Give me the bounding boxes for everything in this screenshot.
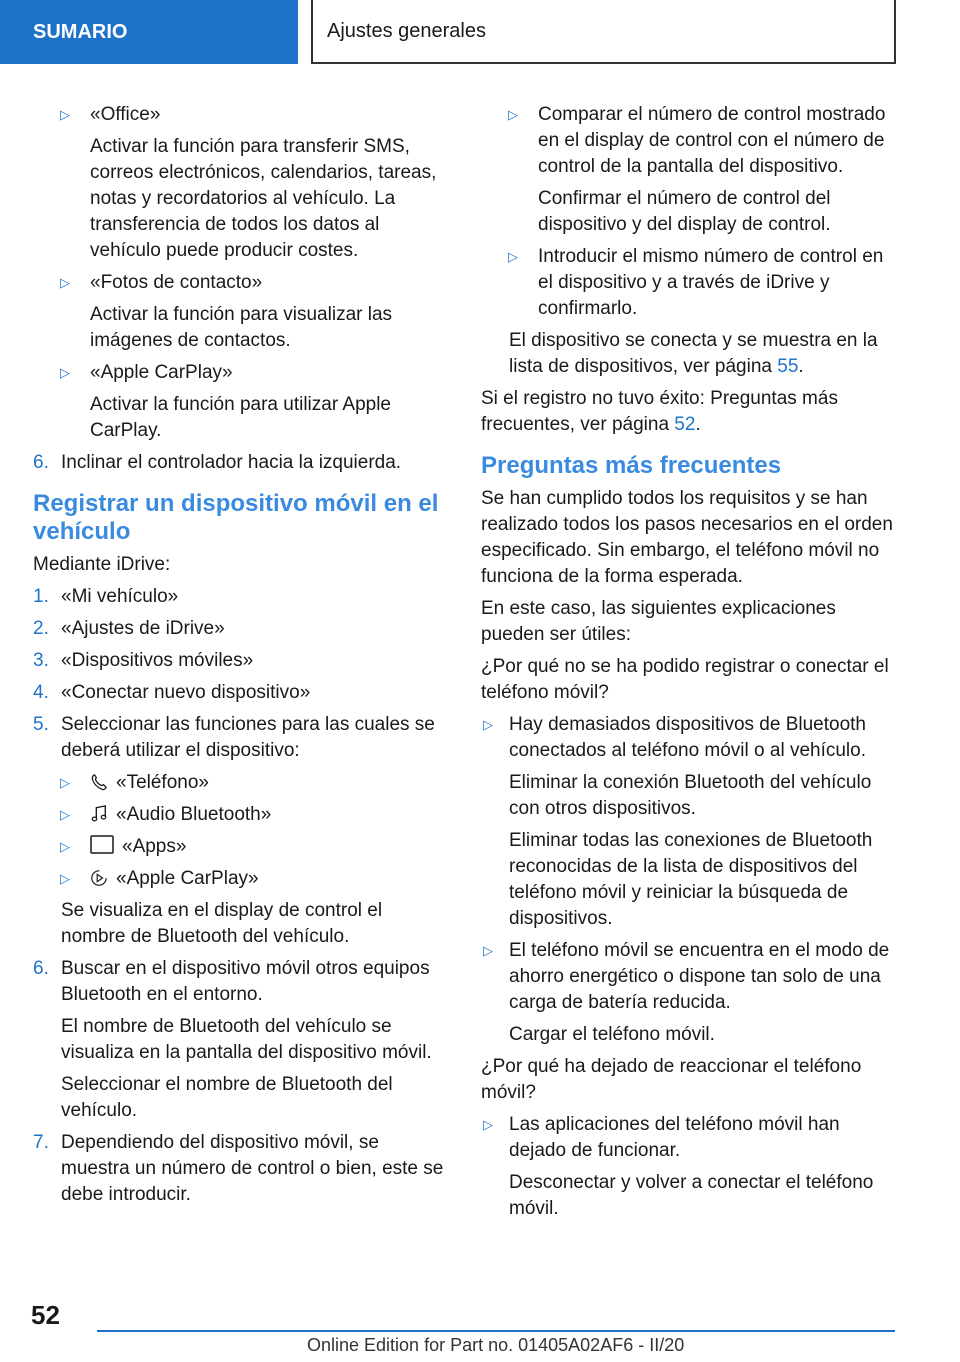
section-title: Ajustes generales <box>311 0 896 64</box>
question-reaccionar: ¿Por qué ha dejado de reaccionar el teléfono móvil? <box>481 1056 862 1103</box>
triangle-bullet-icon: ▷ <box>60 807 70 822</box>
heading-registrar: Registrar un dispositivo móvil en el vehículo <box>33 490 439 545</box>
answer-ahorro: ▷ El teléfono móvil se encuentra en el modo de ahorro energético o dispone tan solo de una carga de batería reducida. Cargar el teléfono móvil. <box>483 940 890 1045</box>
step-6-incline: 6. Inclinar el controlador hacia la izquierda. <box>33 452 402 473</box>
list-item-carplay: ▷ «Apple CarPlay» Activar la función para utilizar Apple CarPlay. <box>60 362 391 441</box>
intro-text: Mediante iDrive: <box>33 554 171 575</box>
step-3: 3. «Dispositivos móviles» <box>33 650 254 671</box>
triangle-bullet-icon: ▷ <box>60 275 70 290</box>
function-audio-bluetooth: ▷ «Audio Bluetooth» <box>33 802 451 828</box>
function-apple-carplay: ▷ «Apple CarPlay» <box>33 866 451 892</box>
list-item-comparar: ▷ Comparar el número de control mostrado en el display de control con el número de control de la pantalla del dispositivo. Confirmar el número de control del dispositivo y del display de control. <box>508 104 886 235</box>
answer-demasiados: ▷ Hay demasiados dispositivos de Bluetooth conectados al teléfono móvil o al vehículo. Eliminar la conexión Bluetooth del vehículo con otros dispositivos. Eliminar todas las conexiones de Bluetooth reconocidas de la lista de dispositivos del teléfono móvil y reiniciar la búsqueda de dispositivos. <box>483 714 873 929</box>
triangle-bullet-icon: ▷ <box>60 775 70 790</box>
step-7: 7. Dependiendo del dispositivo móvil, se muestra un número de control o bien, este se debe introducir. <box>33 1132 444 1205</box>
list-item-office: ▷ «Office» Activar la función para transferir SMS, correos electrónicos, calendarios, tareas, notas y recordatorios al vehículo. La transferencia de todos los datos al vehículo puede producir costes. <box>60 104 437 261</box>
answer-aplicaciones: ▷ Las aplicaciones del teléfono móvil han dejado de funcionar. Desconectar y volver a conectar el teléfono móvil. <box>483 1114 874 1219</box>
triangle-bullet-icon: ▷ <box>60 839 70 854</box>
carplay-play-icon <box>90 869 108 887</box>
connected-text: El dispositivo se conecta y se muestra en la lista de dispositivos, ver página 55. <box>509 330 878 377</box>
footer-divider <box>97 1330 895 1332</box>
page-link-52[interactable]: 52 <box>674 414 696 435</box>
apps-square-icon <box>90 835 114 855</box>
page-link-55[interactable]: 55 <box>777 356 799 377</box>
page-number: 52 <box>31 1300 60 1330</box>
step-1: 1. «Mi vehículo» <box>33 586 179 607</box>
right-column <box>481 102 899 1228</box>
left-column <box>33 102 451 1214</box>
list-item-fotos: ▷ «Fotos de contacto» Activar la función para visualizar las imágenes de contactos. <box>60 272 393 351</box>
question-registrar: ¿Por qué no se ha podido registrar o conectar el teléfono móvil? <box>481 656 889 703</box>
phone-icon <box>90 773 108 791</box>
list-item-introducir: ▷ Introducir el mismo número de control en el dispositivo y a través de iDrive y confirmarlo. <box>508 246 884 319</box>
step-4: 4. «Conectar nuevo dispositivo» <box>33 682 311 703</box>
heading-preguntas: Preguntas más frecuentes <box>481 452 782 479</box>
triangle-bullet-icon: ▷ <box>508 249 518 264</box>
paragraph-explicaciones: En este caso, las siguientes explicaciones pueden ser útiles: <box>481 598 836 645</box>
step-5-result: Se visualiza en el display de control el nombre de Bluetooth del vehículo. <box>61 900 383 947</box>
triangle-bullet-icon: ▷ <box>60 365 70 380</box>
step-5: 5. Seleccionar las funciones para las cuales se deberá utilizar el dispositivo: <box>33 714 435 761</box>
triangle-bullet-icon: ▷ <box>508 107 518 122</box>
sumario-tab[interactable]: SUMARIO <box>0 0 298 64</box>
triangle-bullet-icon: ▷ <box>60 107 70 122</box>
function-telefono: ▷ «Teléfono» <box>33 770 451 796</box>
step-6-search: 6. Buscar en el dispositivo móvil otros equipos Bluetooth en el entorno. El nombre de Bluetooth del vehículo se visualiza en la pantalla del dispositivo móvil. Seleccionar el nombre de Bluetooth del vehículo. <box>33 958 432 1121</box>
music-note-icon <box>90 805 108 823</box>
paragraph-requisitos: Se han cumplido todos los requisitos y se han realizado todos los pasos necesarios en el orden especificado. Sin embargo, el teléfono móvil no funciona de la forma esperada. <box>481 488 893 587</box>
triangle-bullet-icon: ▷ <box>483 1117 493 1132</box>
triangle-bullet-icon: ▷ <box>483 943 493 958</box>
triangle-bullet-icon: ▷ <box>60 871 70 886</box>
footer-edition: Online Edition for Part no. 01405A02AF6 - II/20 <box>307 1335 685 1355</box>
step-2: 2. «Ajustes de iDrive» <box>33 618 225 639</box>
triangle-bullet-icon: ▷ <box>483 717 493 732</box>
function-apps: ▷ «Apps» <box>33 834 451 860</box>
registro-text: Si el registro no tuvo éxito: Preguntas más frecuentes, ver página 52. <box>481 388 838 435</box>
